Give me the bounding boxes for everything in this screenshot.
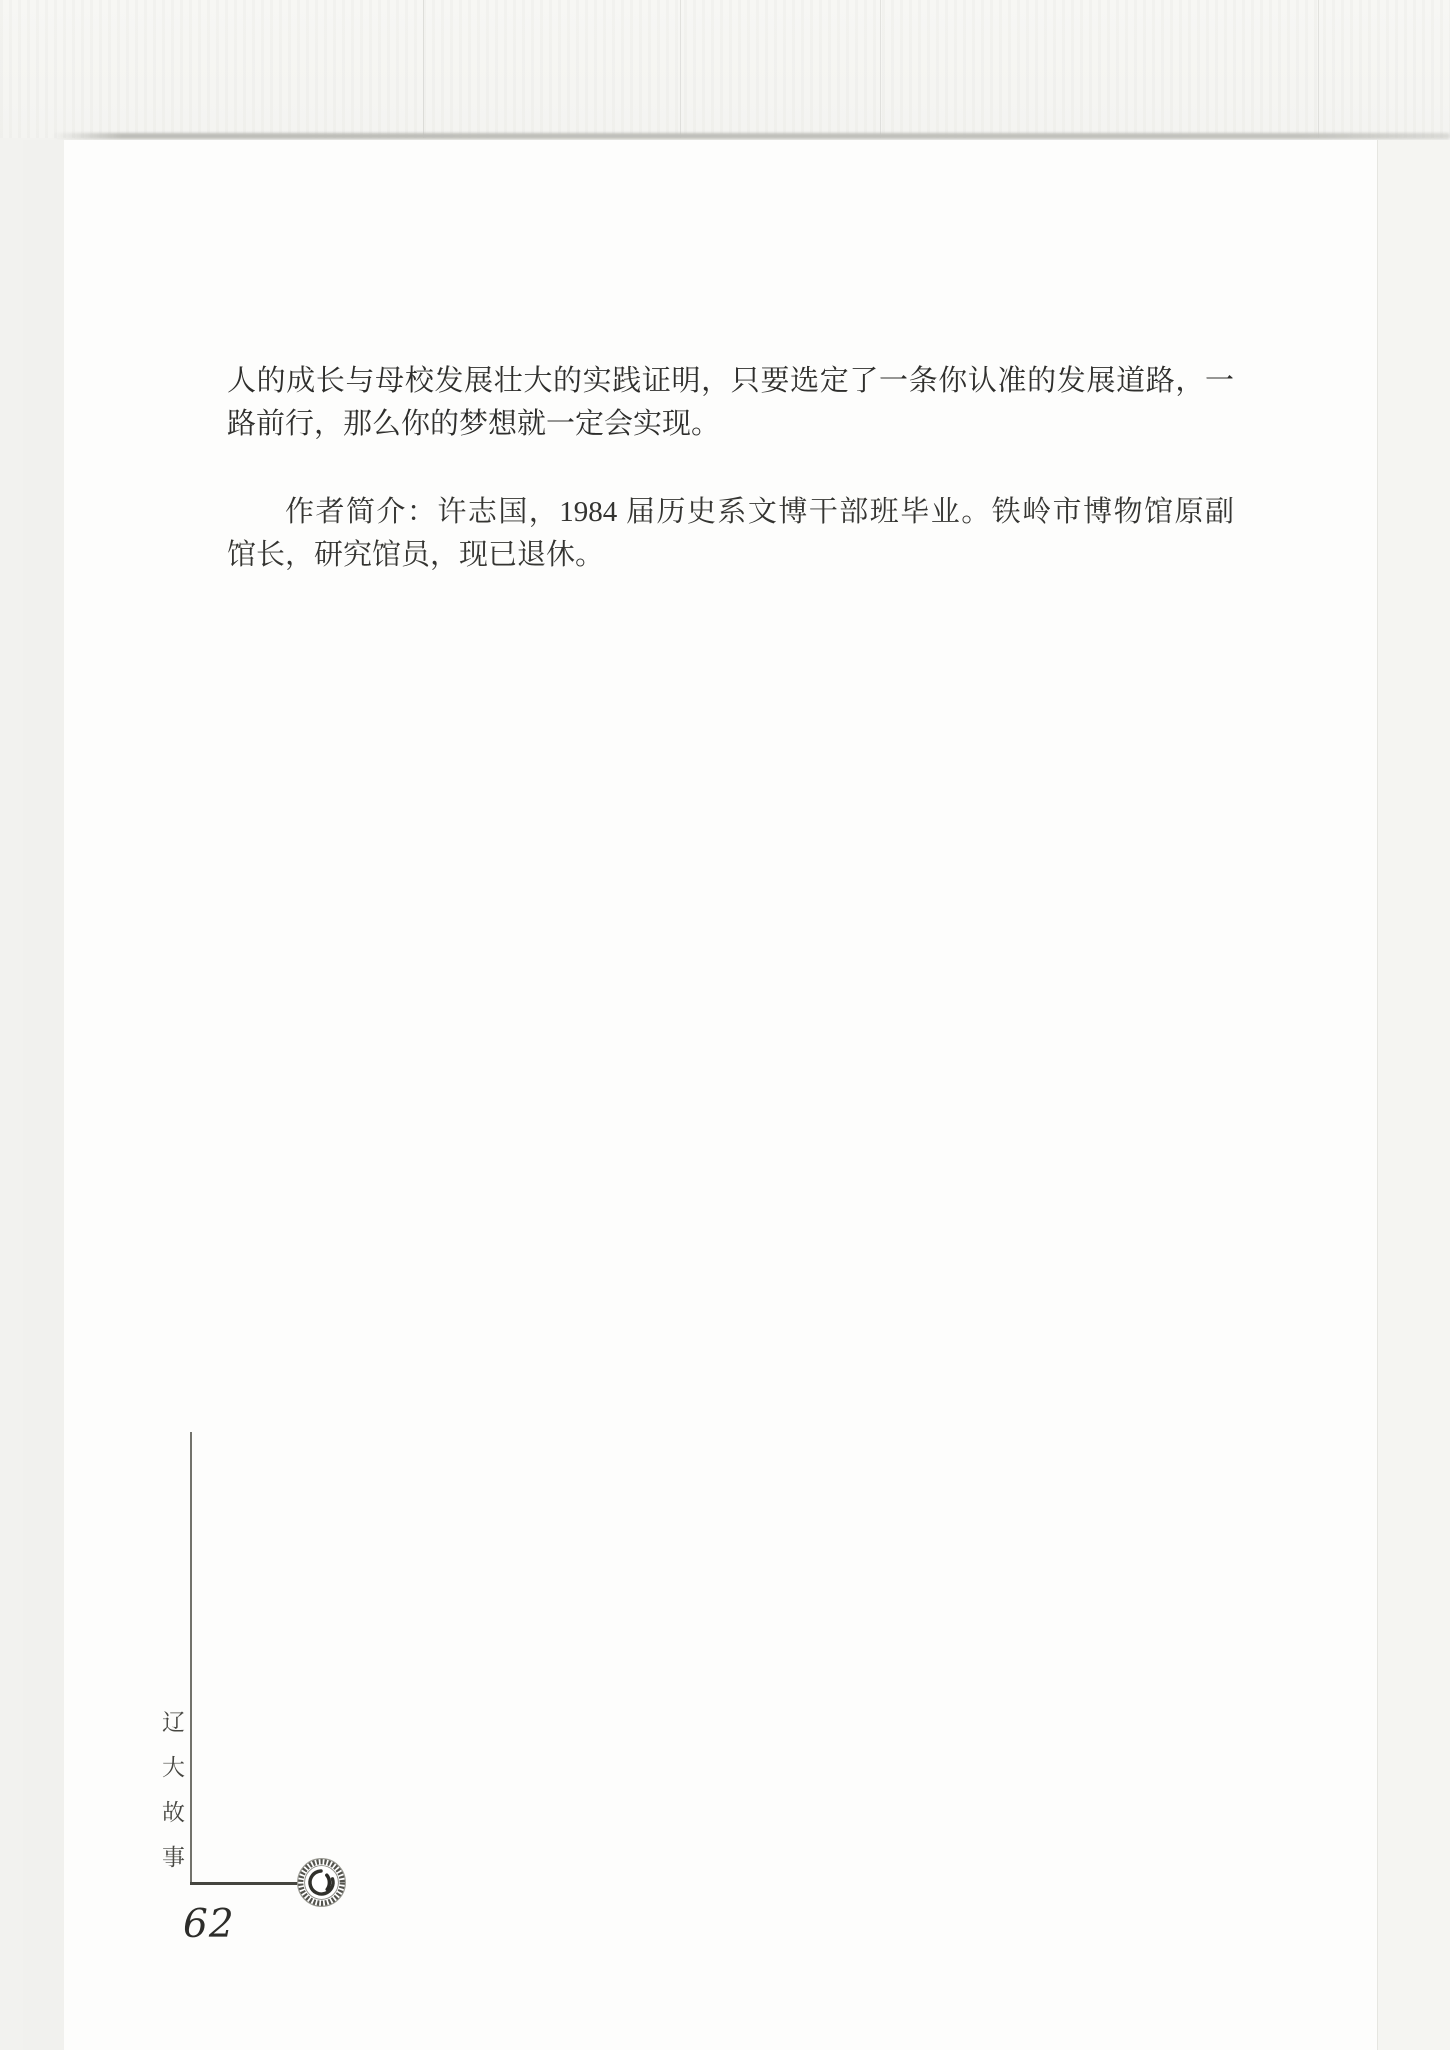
page-number: 62: [183, 1902, 235, 1947]
author-bio-line-2: 馆长，研究馆员，现已退休。: [227, 539, 605, 571]
body-paragraph-line-1: 人的成长与母校发展壮大的实践证明，只要选定了一条你认准的发展道路，一: [227, 365, 1234, 397]
corner-rule-vertical: [190, 1432, 192, 1884]
page-top-edge-shadow: [52, 133, 1450, 139]
author-bio-line-1: 作者简介：许志国，1984 届历史系文博干部班毕业。铁岭市博物馆原副: [285, 496, 1234, 528]
scanner-gray-band: [0, 0, 1450, 138]
corner-rule-horizontal: [190, 1882, 300, 1885]
scan-streak: [423, 0, 424, 138]
series-title-vertical: [160, 1711, 187, 1869]
scan-streak: [1318, 0, 1319, 138]
scan-streak: [880, 0, 881, 138]
series-title-char: 事: [162, 1845, 185, 1870]
scan-streak: [680, 0, 681, 138]
series-title-char: 故: [162, 1800, 185, 1825]
right-margin-shading: [1377, 140, 1450, 2050]
body-paragraph-line-2: 路前行，那么你的梦想就一定会实现。: [227, 408, 721, 440]
left-margin-shading: [23, 140, 64, 2050]
series-title-char: 辽: [162, 1710, 185, 1735]
university-seal-icon: [295, 1856, 348, 1909]
series-title-char: 大: [162, 1755, 185, 1780]
